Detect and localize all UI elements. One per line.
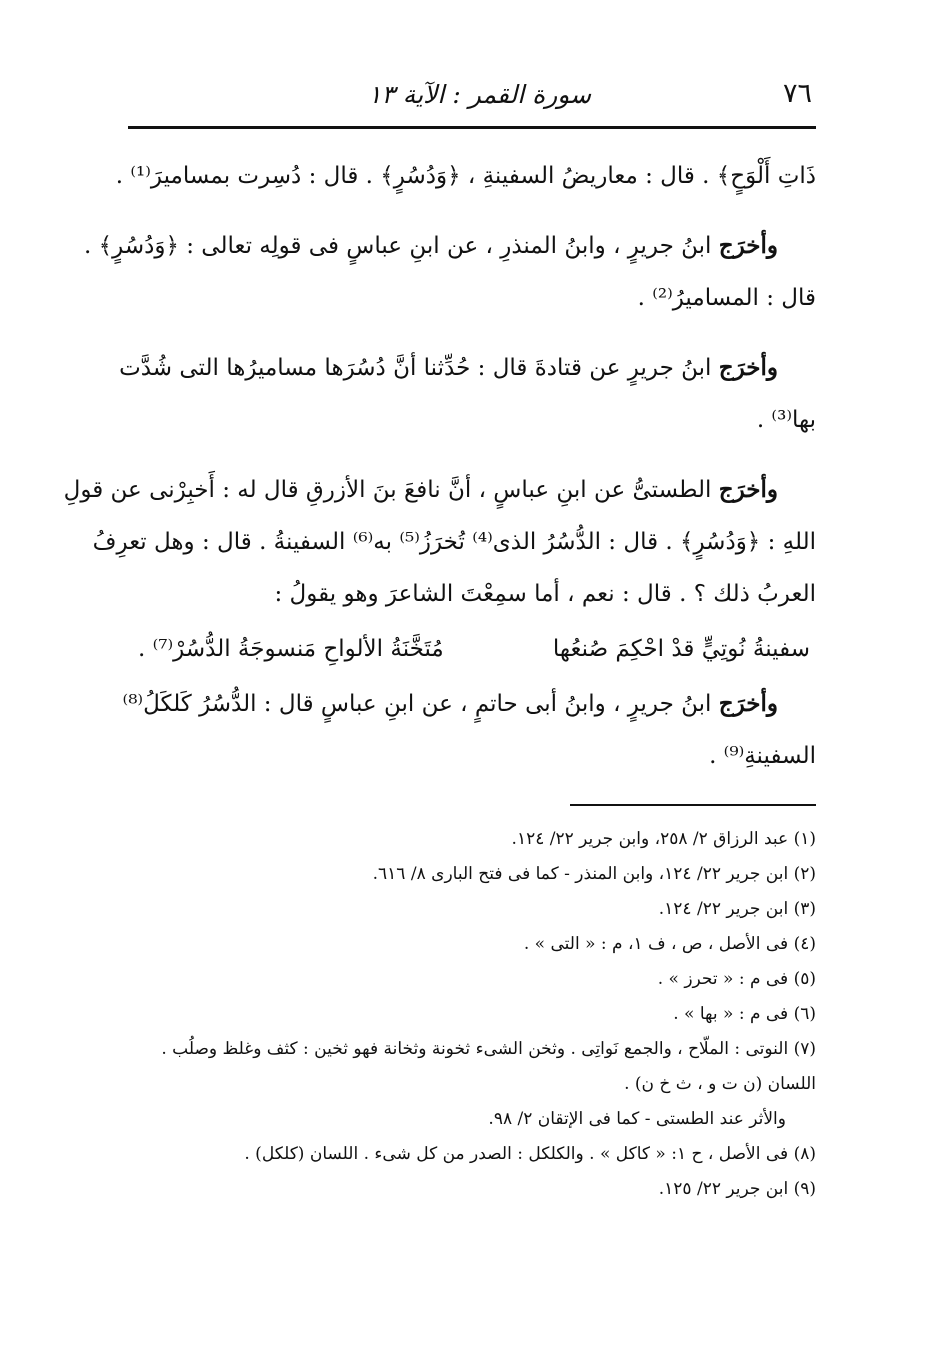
paragraph-3-line-1 xyxy=(119,342,816,394)
paragraph-4-line-1 xyxy=(63,464,816,516)
main-text xyxy=(63,150,816,782)
footnote-3: (٣) ابن جرير ٢٢/ ١٢٤. xyxy=(658,899,816,919)
header-divider xyxy=(128,126,816,129)
footnotes xyxy=(132,822,816,1207)
paragraph-3-line-2: بها⁽³⁾ . xyxy=(756,407,816,433)
poetry-verse xyxy=(132,620,816,678)
verse-second-hemistich: مُتَخَّنَةُ الألواحِ مَنسوجَةُ الدُّسُرْ⁽⁷⁾ . xyxy=(138,636,444,662)
footnote-7-note: والأثر عند الطستى - كما فى الإتقان ٢/ ٩٨. xyxy=(488,1109,786,1129)
paragraph-2-line-2: قال : المساميرُ⁽²⁾ . xyxy=(637,285,816,311)
paragraph-1-line-1: ذَاتِ أَلْوَحٍ﴾ . قال : معاريضُ السفينةِ ، ﴿وَدُسُرٍ﴾ . قال : دُسِرت بمساميرَ⁽¹⁾ . xyxy=(115,163,816,189)
paragraph-2-text: ابنُ جريرٍ ، وابنُ المنذرِ ، عن ابنِ عباسٍ فى قولِه تعالى : ﴿وَدُسُرٍ﴾ . xyxy=(84,233,719,259)
paragraph-4-text: الطستىُّ عن ابنِ عباسٍ ، أنَّ نافعَ بنَ الأزرقِ قال له : أَخبِرْنى عن قولِ xyxy=(63,477,719,503)
footnote-divider xyxy=(570,804,816,806)
footnote-8: (٨) فى الأصل ، ح ١: « كاكل » . والكلكل : الصدر من كل شىء . اللسان (كلكل) . xyxy=(244,1144,816,1164)
footnote-5: (٥) فى م : « تحرز » . xyxy=(657,969,816,989)
footnote-4: (٤) فى الأصل ، ص ، ف ١، م : « التى » . xyxy=(523,934,816,954)
paragraph-gap xyxy=(132,324,816,342)
footnote-2: (٢) ابن جرير ٢٢/ ١٢٤، وابن المنذر - كما فى فتح البارى ٨/ ٦١٦. xyxy=(372,864,816,884)
page-number: ٧٦ xyxy=(782,78,812,109)
paragraph-gap xyxy=(132,446,816,464)
footnote-7-continuation: اللسان (ن ت و ، ث خ ن) . xyxy=(624,1074,816,1094)
paragraph-5-line-2: السفينةِ⁽⁹⁾ . xyxy=(709,743,816,769)
paragraph-3-text: ابنُ جريرٍ عن قتادةَ قال : حُدِّثنا أنَّ دُسُرَها مساميرُها التى شُدَّت xyxy=(119,355,719,381)
page-header xyxy=(128,78,814,118)
paragraph-3-lead: وأخرَج xyxy=(718,354,778,381)
verse-first-hemistich: سفينةُ نُوتِيٍّ قدْ احْكِمَ صُنعُها xyxy=(552,636,810,662)
footnote-1: (١) عبد الرزاق ٢/ ٢٥٨، وابن جرير ٢٢/ ١٢٤. xyxy=(511,829,816,849)
paragraph-5-lead: وأخرَج xyxy=(718,690,778,717)
paragraph-5-line-1 xyxy=(122,678,816,730)
paragraph-5-text: ابنُ جريرٍ ، وابنُ أبى حاتمٍ ، عن ابنِ عباسٍ قال : الدُّسُرُ كَلكَلُ⁽⁸⁾ xyxy=(122,691,719,717)
footnote-6: (٦) فى م : « بها » . xyxy=(673,1004,816,1024)
running-title: سورة القمر : الآية ١٣ xyxy=(368,80,592,109)
paragraph-gap xyxy=(132,202,816,220)
paragraph-4-line-3: العربُ ذلك ؟ . قال : نعم ، أما سمِعْتَ الشاعرَ وهو يقولُ : xyxy=(274,581,816,607)
footnote-9: (٩) ابن جرير ٢٢/ ١٢٥. xyxy=(658,1179,816,1199)
paragraph-2-lead: وأخرَج xyxy=(718,232,778,259)
paragraph-2-line-1 xyxy=(84,220,816,272)
paragraph-4-line-2: اللهِ : ﴿وَدُسُرٍ﴾ . قال : الدُّسُرُ الذى⁽⁴⁾ تُخرَزُ⁽⁵⁾ به⁽⁶⁾ السفينةُ . قال : وهل تعرِفُ xyxy=(92,529,816,555)
footnote-7: (٧) النوتى : الملّاح ، والجمع نَواتِى . وثخن الشىء ثخونة وثخانة فهو ثخين : كثف وغلظ وصلُب . xyxy=(161,1039,816,1059)
paragraph-4-lead: وأخرَج xyxy=(718,476,778,503)
